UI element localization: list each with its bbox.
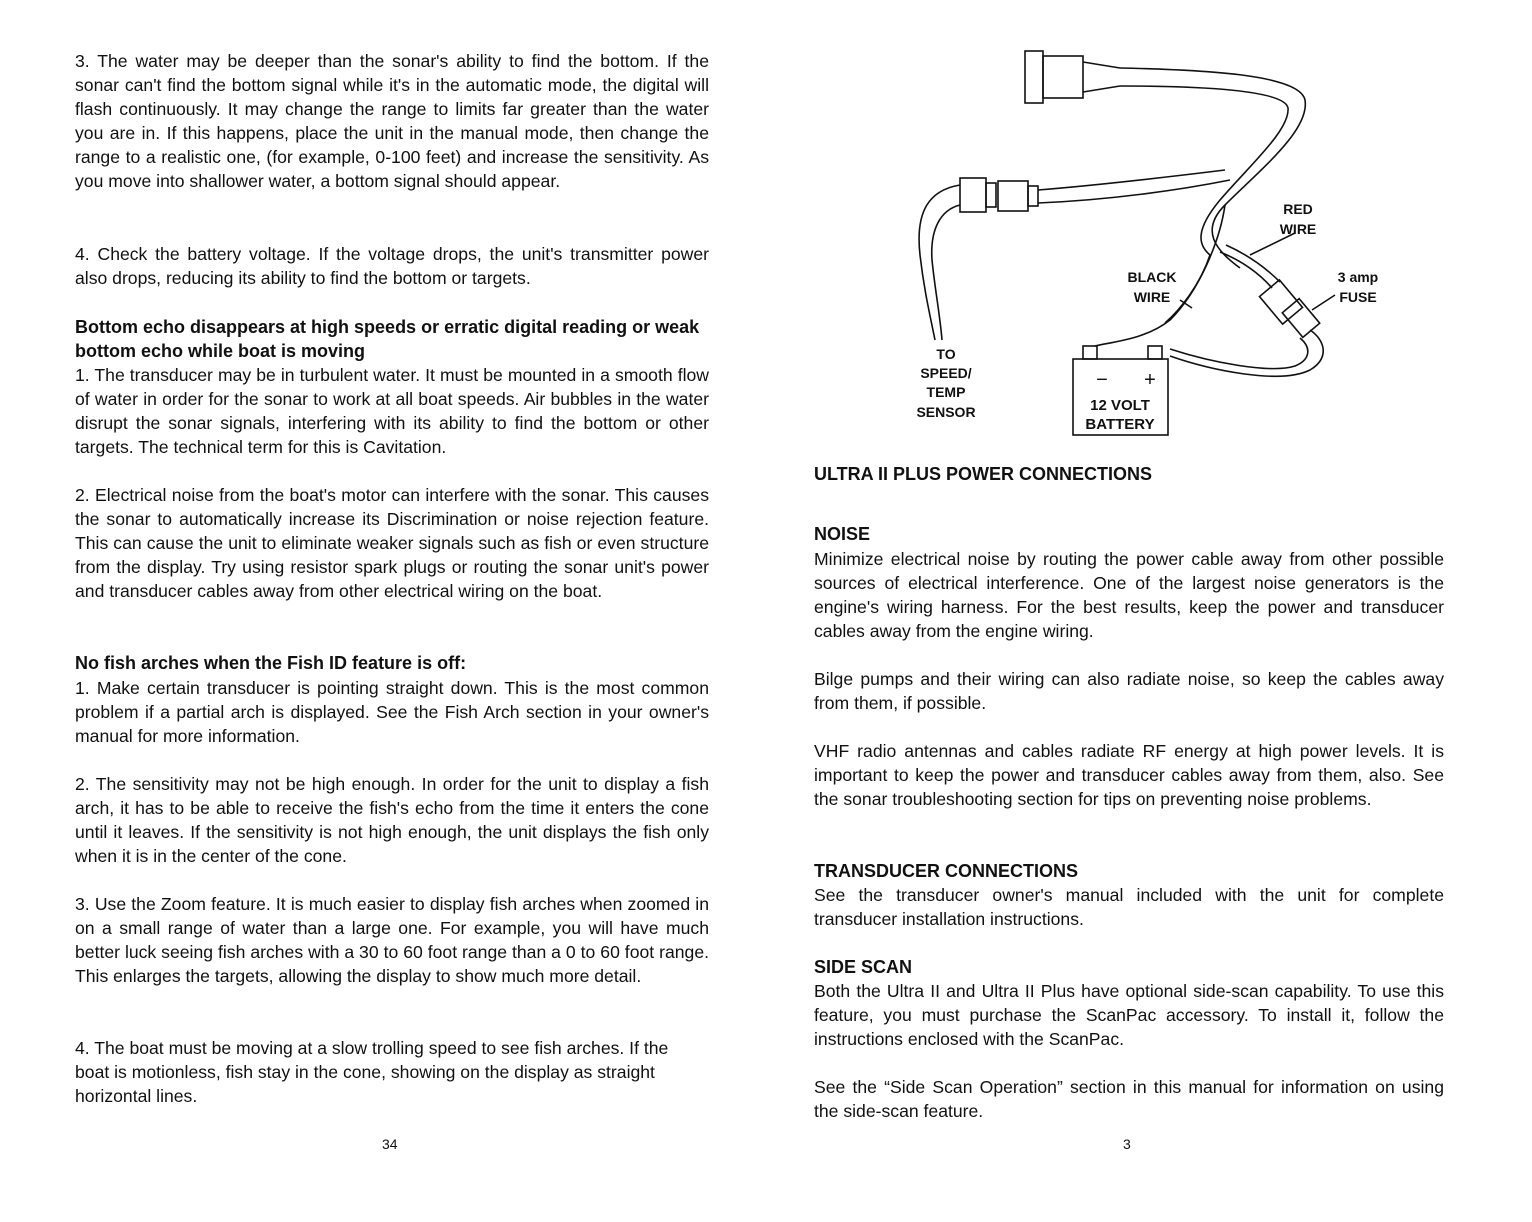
paragraph-zoom-feature: 3. Use the Zoom feature. It is much easier to display fish arches when zoomed in on a small range of water than a large one. For example, you will have much better luck seeing fish arches with a 30 to 60 foot range than a 0 to 60 foot range. This enlarges the targets, allowing the display to show much more detail.	[75, 894, 709, 986]
paragraph-side-scan-capability: Both the Ultra II and Ultra II Plus have optional side-scan capability. To use this feature, you must purchase the ScanPac accessory. To install it, follow the instructions enclosed with the ScanPac.	[814, 981, 1444, 1049]
battery-voltage-label: 12 VOLT	[1090, 397, 1150, 414]
paragraph-transducer-manual: See the transducer owner's manual included with the unit for complete transducer installation instructions.	[814, 885, 1444, 929]
battery-label: BATTERY	[1085, 416, 1155, 433]
label-speed: SPEED/	[920, 365, 972, 381]
paragraph-bilge-pumps: Bilge pumps and their wiring can also radiate noise, so keep the cables away from them, if possible.	[814, 669, 1444, 713]
page-number-left: 34	[382, 1136, 398, 1152]
label-black-wire: WIRE	[1133, 289, 1171, 305]
paragraph-side-scan-operation: See the “Side Scan Operation” section in this manual for information on using the side-scan feature.	[814, 1077, 1444, 1121]
label-temp: TEMP	[926, 384, 966, 400]
label-red: RED	[1283, 201, 1313, 217]
paragraph-sensitivity: 2. The sensitivity may not be high enough. In order for the unit to display a fish arch, it has to be able to receive the fish's echo from the time it enters the cone until it leaves. If the sensitivity is not high enough, the unit displays the fish only when it is in the center of the cone.	[75, 774, 709, 866]
paragraph-transducer-pointing: 1. Make certain transducer is pointing straight down. This is the most common problem if a partial arch is displayed. See the Fish Arch section in your owner's manual for more information.	[75, 678, 709, 746]
battery-plus: +	[1144, 369, 1156, 391]
paragraph-electrical-noise: 2. Electrical noise from the boat's motor can interfere with the sonar. This causes the sonar to automatically increase its Discrimination or noise rejection feature. This can cause the unit to eliminate weaker signals such as fish or even structure from the display. Try using resistor spark plugs or routing the sonar unit's power and transducer cables away from other electrical wiring on the boat.	[75, 485, 709, 601]
label-red-wire: WIRE	[1279, 221, 1317, 237]
heading-transducer-connections: TRANSDUCER CONNECTIONS	[814, 861, 1079, 881]
label-black: BLACK	[1127, 269, 1177, 285]
heading-no-fish-arches: No fish arches when the Fish ID feature is off:	[75, 653, 467, 673]
paragraph-vhf-radio: VHF radio antennas and cables radiate RF energy at high power levels. It is important to keep the power and transducer cables away from them, also. See the sonar troubleshooting section for tips on preventing noise problems.	[814, 741, 1444, 809]
heading-side-scan: SIDE SCAN	[814, 957, 913, 977]
battery-minus: −	[1096, 369, 1108, 391]
paragraph-water-deeper: 3. The water may be deeper than the sonar's ability to find the bottom. If the sonar can't find the bottom signal while it's in the automatic mode, the digital will flash continuously. It may change the range to limits far greater than the water you are in. If this happens, place the unit in the manual mode, then change the range to a realistic one, (for example, 0-100 feet) and increase the sensitivity. As you move into shallower water, a bottom signal should appear.	[75, 51, 709, 191]
label-3amp: 3 amp	[1337, 269, 1379, 285]
diagram-caption: ULTRA II PLUS POWER CONNECTIONS	[814, 464, 1153, 484]
power-connections-diagram	[880, 40, 1420, 450]
paragraph-trolling-speed: 4. The boat must be moving at a slow trolling speed to see fish arches. If the boat is motionless, fish stay in the cone, showing on the display as straight horizontal lines.	[75, 1038, 669, 1106]
heading-bottom-echo: Bottom echo disappears at high speeds or erratic digital reading or weak bottom echo while boat is moving	[75, 317, 700, 361]
paragraph-minimize-noise: Minimize electrical noise by routing the power cable away from other possible sources of electrical interference. One of the largest noise generators is the engine's wiring harness. For the best results, keep the power and transducer cables away from the engine wiring.	[814, 549, 1444, 641]
page-number-right: 3	[1123, 1136, 1131, 1152]
top-connector	[1025, 51, 1043, 103]
paragraph-battery-voltage: 4. Check the battery voltage. If the voltage drops, the unit's transmitter power also drops, reducing its ability to find the bottom or targets.	[75, 244, 709, 288]
paragraph-turbulent-water: 1. The transducer may be in turbulent water. It must be mounted in a smooth flow of water in order for the sonar to work at all boat speeds. Air bubbles in the water disrupt the sonar signals, interfering with its ability to find the bottom or other targets. The technical term for this is Cavitation.	[75, 365, 709, 457]
label-sensor: SENSOR	[916, 404, 976, 420]
heading-noise: NOISE	[814, 524, 871, 544]
sensor-connector	[960, 178, 986, 212]
label-fuse: FUSE	[1339, 289, 1377, 305]
label-to: TO	[936, 346, 956, 362]
